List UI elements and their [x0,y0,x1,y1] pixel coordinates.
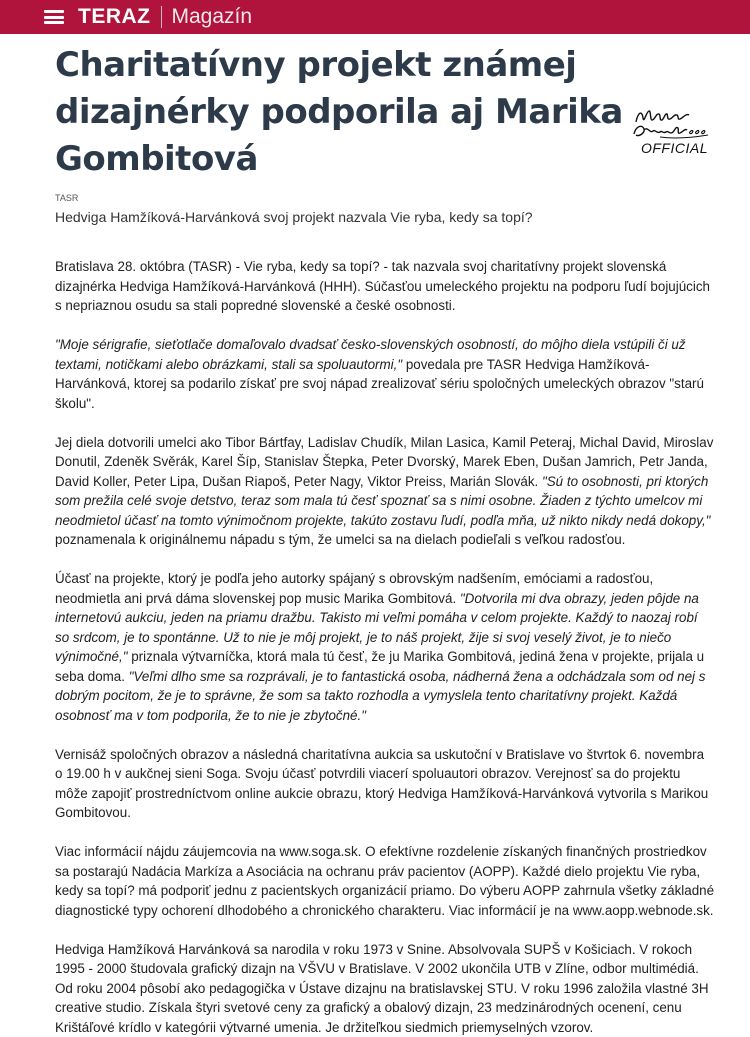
top-navigation-bar [0,0,750,34]
quote: "Veľmi dlho sme sa rozprávali, je to fantastická osoba, nádherná žena a odchádzala som od nej s dobrým pocitom, že je to správne, že som sa takto rozhodla a vymyslela tento charitatívny projekt. Každá osobnosť ma v tom podporila, že to nie je zbytočné." [55,669,705,723]
paragraph-7: Hedviga Hamžíková Harvánková sa narodila v roku 1973 v Snine. Absolvovala SUPŠ v Košiciach. V rokoch 1995 - 2000 študovala grafický dizajn na VŠVU v Bratislave. V 2002 ukončila UTB v Zlíne, odbor multimédiá. Od roku 2004 pôsobí ako pedagogička v Ústave dizajnu na bratislavskej STU. V roku 1996 založila vlastné 3H creative studio. Získala štyri svetové ceny za grafický a obalový dizajn, 23 medzinárodných ocenení, cenu Krištáľové krídlo v kategórii výtvarné umenia. Je držiteľkou siedmich priemyselných vzorov. [55,940,715,1037]
quote: "Sú to osobnosti, pri ktorých som prežila celé svoje detstvo, teraz som mala tú česť spoznať sa s nimi osobne. Žiaden z týchto umelcov mi neodmietol účasť na tomto výnimočnom projekte, takúto zostavu ľudí, podľa mňa, už nikto nikdy nedá dokopy," [55,474,710,528]
section-name[interactable]: Magazín [172,5,253,29]
article-title: Charitatívny projekt známej dizajnérky podporila aj Marika Gombitová [55,42,705,183]
article-perex: Hedviga Hamžíková-Harvánková svoj projekt nazvala Vie ryba, kedy sa topí? [55,208,750,226]
paragraph-text: poznamenala k originálnemu nápadu s tým, že umelci sa na dielach podieľali s veľkou radosťou. [55,532,625,547]
marika-gombitova-official-logo [627,104,722,194]
brand-logo-text[interactable]: TERAZ [78,5,151,29]
paragraph-4 [55,569,715,725]
paragraph-text: Účasť na projekte, ktorý je podľa jeho autorky spájaný s obrovským nadšením, emóciami a radosťou, neodmietla ani prvá dáma slovenskej pop music Marika Gombitová. [55,571,653,606]
article-body [55,257,715,1037]
paragraph-text: Jej diela dotvorili umelci ako Tibor Bártfay, Ladislav Chudík, Milan Lasica, Kamil Peteraj, Michal David, Miroslav Donutil, Zdeněk Svěrák, Karel Šíp, Stanislav Štepka, Peter Dvorský, Marek Eben, Dušan Jamrich, Petr Janda, David Koller, Peter Lipa, Dušan Riapoš, Peter Nagy, Viktor Preiss, Marián Slovák. [55,435,713,489]
paragraph-1: Bratislava 28. októbra (TASR) - Vie ryba, kedy sa topí? - tak nazvala svoj charitatívny projekt slovenská dizajnérka Hedviga Hamžíková-Harvánková (HHH). Súčasťou umeleckého projektu na podporu ľudí bojujúcich s nepriaznou osudu sa stali popredné slovenské a české osobnosti. [55,257,715,316]
article [0,42,750,1037]
quote: "Moje sérigrafie, sieťotlače domaľovalo dvadsať česko-slovenských osobností, do môjho diela vstúpili či už textami, notičkami alebo obrázkami, stali sa spoluautormi," [55,337,686,372]
paragraph-2 [55,335,715,413]
hamburger-menu-icon[interactable] [44,10,64,24]
quote: "Dotvorila mi dva obrazy, jeden pôjde na internetovú aukciu, jeden na priamu dražbu. Takisto mi veľmi pomáha v celom projekte. Každý to naozaj robí so srdcom, je to spontánne. Už to nie je môj projekt, je to náš projekt, žije si svoj veselý život, je to niečo výnimočné," [55,591,699,665]
article-source: TASR [55,193,750,203]
paragraph-text: povedala pre TASR Hedviga Hamžíková-Harvánková, ktorej sa podarilo získať pre svoj nápad zrealizovať sériu spoločných umeleckých obrazov "starú školu". [55,357,704,411]
brand-divider [161,6,162,28]
paragraph-text: priznala výtvarníčka, ktorá mala tú česť, že ju Marika Gombitová, jediná žena v projekte, prijala u seba doma. [55,649,704,684]
paragraph-6: Viac informácií nájdu záujemcovia na www.soga.sk. O efektívne rozdelenie získaných finančných prostriedkov sa postarajú Nadácia Markíza a Asociácia na ochranu práv pacientov (AOPP). Každé dielo projektu Vie ryba, kedy sa topí? má podporiť jednu z pacientskych organizácií priamo. Do výberu AOPP zahrnula všetky základné diagnostické typy ochorení dlhodobého a chronického charakteru. Viac informácií je na www.aopp.webnode.sk. [55,842,715,920]
paragraph-5: Vernisáž spoločných obrazov a následná charitatívna aukcia sa uskutoční v Bratislave vo štvrtok 6. novembra o 19.00 h v aukčnej sieni Soga. Svoju účasť potvrdili viacerí spoluautori obrazov. Verejnosť sa do projektu môže zapojiť prostredníctvom online aukcie obrazu, ktorý Hedviga Hamžíková-Harvánková vytvorila s Marikou Gombitovou. [55,745,715,823]
paragraph-3 [55,433,715,550]
official-label: OFFICIAL [627,140,722,156]
